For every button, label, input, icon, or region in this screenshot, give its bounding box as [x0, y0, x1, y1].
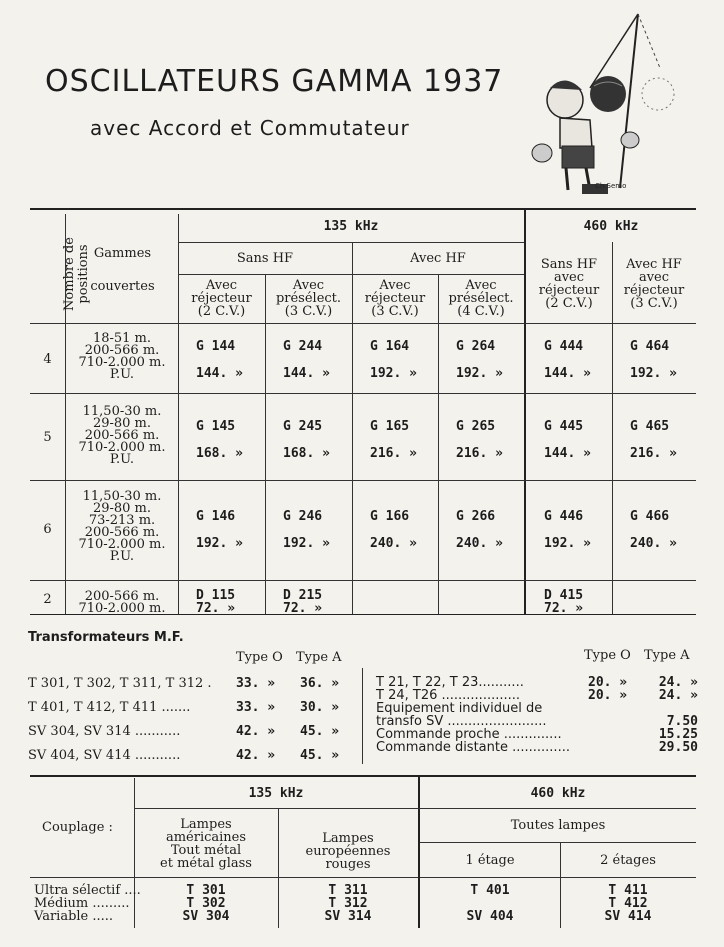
row-price: 216. »	[630, 446, 677, 461]
sub-header-2-2: (3 C.V.)	[371, 304, 419, 319]
row-gamme: 200-566 m.	[84, 343, 160, 358]
page-subtitle: avec Accord et Commutateur	[90, 116, 410, 140]
lampes-eu: européennes	[305, 844, 391, 859]
transfo-left-label: SV 304, SV 314 ...........	[28, 724, 181, 739]
couplage-460: 460 kHz	[530, 786, 586, 801]
row-code: D 215	[283, 588, 323, 603]
row-code: G 465	[630, 419, 670, 434]
transfo-right-o: 20. »	[588, 675, 628, 690]
couplage-cell: T 312	[328, 896, 368, 911]
row-gamme: 200-566 m.	[84, 589, 160, 604]
header-135: 135 kHz	[323, 219, 379, 234]
header-avec-hf: Avec HF	[410, 251, 466, 266]
col-gammes-1: Gammes	[93, 246, 152, 261]
transfo-right-a: 24. »	[658, 688, 698, 703]
transfo-left-o: 33. »	[236, 676, 276, 691]
transfo-left-o: 33. »	[236, 700, 276, 715]
couplage-row-label: Ultra sélectif ....	[34, 883, 141, 898]
transfo-left-label: T 301, T 302, T 311, T 312 .	[28, 676, 212, 691]
row-positions: 4	[43, 352, 52, 367]
sub-header-1-1: présélect.	[275, 291, 342, 306]
row-price: 240. »	[630, 536, 677, 551]
row-code: D 115	[196, 588, 236, 603]
row-code: G 464	[630, 339, 670, 354]
row-code: G 244	[283, 339, 323, 354]
couplage-cell: SV 304	[182, 909, 230, 924]
row-code: G 265	[456, 419, 496, 434]
row-code: G 145	[196, 419, 236, 434]
col-gammes-2: couvertes	[90, 279, 155, 294]
transfo-type-a-right: Type A	[644, 648, 690, 663]
row-gamme: 11,50-30 m.	[82, 489, 162, 504]
transfo-left-a: 30. »	[300, 700, 340, 715]
row-code: G 166	[370, 509, 410, 524]
row-gamme: 710-2.000 m.	[78, 537, 166, 552]
row-price: 192. »	[630, 366, 677, 381]
row-code: G 444	[544, 339, 584, 354]
page-title: OSCILLATEURS GAMMA 1937	[45, 64, 504, 99]
sub-header-1-2: (3 C.V.)	[284, 304, 333, 319]
couplage-etage1: 1 étage	[465, 853, 515, 868]
lampes-am: américaines	[165, 830, 247, 845]
sub-header-5-0: Avec HF	[626, 257, 682, 272]
transfo-left-a: 36. »	[300, 676, 340, 691]
lampes-am: Lampes	[180, 817, 232, 832]
header-460: 460 kHz	[583, 219, 639, 234]
transfo-right-a: 7.50	[666, 714, 698, 729]
couplage-cell: T 311	[328, 883, 368, 898]
row-code: G 245	[283, 419, 323, 434]
transfo-right-o: 20. »	[588, 688, 628, 703]
row-gamme: 11,50-30 m.	[82, 404, 162, 419]
row-gamme: 200-566 m.	[84, 525, 160, 540]
transfo-right-a: 24. »	[658, 675, 698, 690]
row-price: 216. »	[370, 446, 417, 461]
couplage-cell: T 411	[608, 883, 648, 898]
sub-header-4-2: réjecteur	[538, 283, 600, 298]
row-gamme: 710-2.000 m.	[78, 440, 166, 455]
header-sans-hf: Sans HF	[236, 251, 294, 266]
row-price: 192. »	[283, 536, 330, 551]
sub-header-0-0: Avec	[205, 278, 238, 293]
row-code: D 415	[544, 588, 584, 603]
row-price: 168. »	[196, 446, 243, 461]
row-price: 72. »	[283, 601, 323, 616]
couplage-cell: T 401	[470, 883, 510, 898]
transfo-type-a-left: Type A	[296, 650, 342, 665]
row-positions: 2	[43, 592, 52, 607]
couplage-cell: SV 414	[604, 909, 652, 924]
transfo-right-label: transfo SV ........................	[376, 714, 547, 729]
transfo-right-label: Equipement individuel de	[376, 701, 543, 716]
couplage-row-label: Médium .........	[34, 896, 130, 911]
row-gamme: 29-80 m.	[92, 416, 152, 431]
couplage-row-label: Variable .....	[34, 909, 114, 924]
col-positions-header: Nombre de positions	[62, 237, 91, 311]
row-positions: 6	[43, 522, 52, 537]
sub-header-5-2: réjecteur	[623, 283, 685, 298]
lampes-am: et métal glass	[160, 856, 252, 871]
row-price: 72. »	[196, 601, 236, 616]
transfo-left-label: T 401, T 412, T 411 .......	[28, 700, 191, 715]
sub-header-0-2: (2 C.V.)	[197, 304, 246, 319]
couplage-toutes: Toutes lampes	[510, 818, 606, 833]
couplage-cell: SV 314	[324, 909, 372, 924]
row-gamme: 29-80 m.	[92, 501, 152, 516]
transfo-left-a: 45. »	[300, 724, 340, 739]
row-price: 168. »	[283, 446, 330, 461]
sub-header-1-0: Avec	[292, 278, 325, 293]
lampes-am: Tout métal	[170, 843, 242, 858]
row-gamme: 710-2.000 m.	[78, 355, 166, 370]
row-price: 144. »	[544, 446, 591, 461]
couplage-135: 135 kHz	[248, 786, 304, 801]
sub-header-5-1: avec	[638, 270, 670, 285]
row-code: G 445	[544, 419, 584, 434]
row-gamme: P.U.	[109, 549, 135, 564]
row-price: 192. »	[370, 366, 417, 381]
transfo-title: Transformateurs M.F.	[28, 630, 184, 645]
transfo-right-a: 29.50	[658, 740, 698, 755]
transfo-left-o: 42. »	[236, 748, 276, 763]
couplage-cell: T 412	[608, 896, 648, 911]
illustration-signature: Ch Semo	[595, 182, 627, 190]
transfo-left-a: 45. »	[300, 748, 340, 763]
transfo-right-label: T 21, T 22, T 23...........	[376, 675, 524, 690]
row-price: 144. »	[544, 366, 591, 381]
row-price: 240. »	[370, 536, 417, 551]
transfo-type-o-left: Type O	[236, 650, 283, 665]
row-code: G 246	[283, 509, 323, 524]
row-price: 192. »	[544, 536, 591, 551]
row-gamme: 73-213 m.	[88, 513, 156, 528]
row-price: 192. »	[456, 366, 503, 381]
row-code: G 264	[456, 339, 496, 354]
lampes-eu: rouges	[325, 857, 371, 872]
row-price: 72. »	[544, 601, 584, 616]
sub-header-5-3: (3 C.V.)	[630, 296, 678, 311]
sub-header-3-2: (4 C.V.)	[457, 304, 505, 319]
sub-header-4-1: avec	[553, 270, 585, 285]
row-code: G 466	[630, 509, 670, 524]
sub-header-3-0: Avec	[465, 278, 497, 293]
couplage-etage2: 2 étages	[600, 853, 656, 868]
row-gamme: 18-51 m.	[92, 331, 152, 346]
row-gamme: 710-2.000 m.	[78, 601, 166, 616]
row-code: G 144	[196, 339, 236, 354]
lampes-eu: Lampes	[322, 831, 374, 846]
row-price: 216. »	[456, 446, 503, 461]
couplage-label: Couplage :	[42, 820, 113, 835]
transfo-left-o: 42. »	[236, 724, 276, 739]
row-gamme: P.U.	[109, 452, 135, 467]
couplage-cell: T 301	[186, 883, 226, 898]
row-price: 192. »	[196, 536, 243, 551]
row-gamme: 200-566 m.	[84, 428, 160, 443]
transfo-left-label: SV 404, SV 414 ...........	[28, 748, 181, 763]
row-code: G 146	[196, 509, 236, 524]
row-positions: 5	[43, 430, 52, 445]
row-price: 144. »	[283, 366, 330, 381]
row-gamme: P.U.	[109, 367, 135, 382]
row-code: G 446	[544, 509, 584, 524]
sub-header-2-1: réjecteur	[364, 291, 426, 306]
row-code: G 266	[456, 509, 496, 524]
boxer-illustration	[520, 8, 700, 198]
transfo-right-label: Commande distante ..............	[376, 740, 570, 755]
transfo-right-label: T 24, T26 ...................	[376, 688, 521, 703]
sub-header-4-0: Sans HF	[540, 257, 598, 272]
row-price: 144. »	[196, 366, 243, 381]
sub-header-4-3: (2 C.V.)	[545, 296, 593, 311]
row-code: G 164	[370, 339, 410, 354]
row-code: G 165	[370, 419, 410, 434]
transfo-right-label: Commande proche ..............	[376, 727, 562, 742]
transfo-right-a: 15.25	[658, 727, 698, 742]
couplage-cell: T 302	[186, 896, 226, 911]
sub-header-0-1: réjecteur	[191, 291, 252, 306]
row-price: 240. »	[456, 536, 503, 551]
transfo-type-o-right: Type O	[584, 648, 631, 663]
couplage-cell: SV 404	[466, 909, 514, 924]
sub-header-2-0: Avec	[379, 278, 411, 293]
sub-header-3-1: présélect.	[448, 291, 514, 306]
